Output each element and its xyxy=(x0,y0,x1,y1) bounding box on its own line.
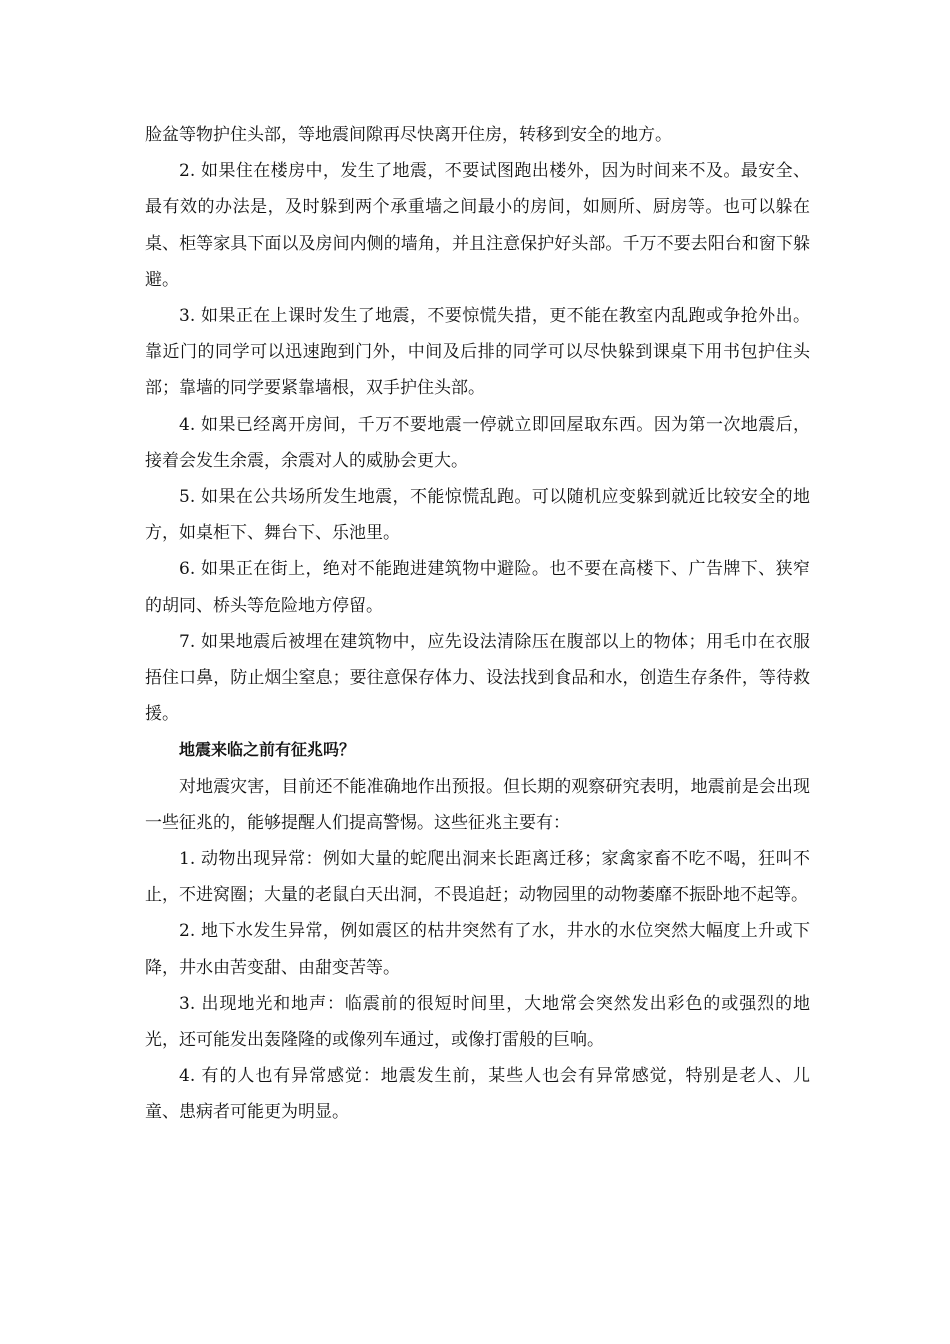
paragraph-item-2-apartment: 2. 如果住在楼房中，发生了地震，不要试图跑出楼外，因为时间来不及。最安全、最有效的办法是，及时躲到两个承重墙之间最小的房间，如厕所、厨房等。也可以躲在桌、柜等家具下面以及房间内侧的墙角，并且注意保护好头部。千万不要去阳台和窗下躲避。 xyxy=(145,161,810,290)
paragraph-continuation: 脸盆等物护住头部，等地震间隙再尽快离开住房，转移到安全的地方。 xyxy=(145,125,672,145)
paragraph-item-5-public-place: 5. 如果在公共场所发生地震，不能惊慌乱跑。可以随机应变躲到就近比较安全的地方，如桌柜下、舞台下、乐池里。 xyxy=(145,487,810,544)
document-body xyxy=(145,117,810,1131)
section-heading: 地震来临之前有征兆吗？ xyxy=(179,740,356,760)
paragraph-item-4-aftershock: 4. 如果已经离开房间，千万不要地震一停就立即回屋取东西。因为第一次地震后，接着会发生余震，余震对人的威胁会更大。 xyxy=(145,414,810,471)
paragraph-intro: 对地震灾害，目前还不能准确地作出预报。但长期的观察研究表明，地震前是会出现一些征兆的，能够提醒人们提高警惕。这些征兆主要有： xyxy=(145,776,810,833)
paragraph-sign-3-light-sound: 3. 出现地光和地声：临震前的很短时间里，大地常会突然发出彩色的或强烈的地光，还可能发出轰隆隆的或像列车通过，或像打雷般的巨响。 xyxy=(145,993,810,1051)
paragraph-item-6-street: 6. 如果正在街上，绝对不能跑进建筑物中避险。也不要在高楼下、广告牌下、狭窄的胡同、桥头等危险地方停留。 xyxy=(145,559,810,616)
paragraph-item-3-classroom: 3. 如果正在上课时发生了地震，不要惊慌失措，更不能在教室内乱跑或争抢外出。靠近门的同学可以迅速跑到门外，中间及后排的同学可以尽快躲到课桌下用书包护住头部；靠墙的同学要紧靠墙根，双手护住头部。 xyxy=(145,306,810,399)
paragraph-item-7-buried: 7. 如果地震后被埋在建筑物中，应先设法清除压在腹部以上的物体；用毛巾在衣服捂住口鼻，防止烟尘窒息；要往意保存体力、设法找到食品和水，创造生存条件，等待救援。 xyxy=(145,631,810,725)
paragraph-sign-1-animals: 1. 动物出现异常：例如大量的蛇爬出洞来长距离迁移；家禽家畜不吃不喝，狂叫不止，不进窝圈；大量的老鼠白天出洞，不畏追赶；动物园里的动物萎靡不振卧地不起等。 xyxy=(145,849,810,906)
paragraph-sign-4-feelings: 4. 有的人也有异常感觉：地震发生前，某些人也会有异常感觉，特别是老人、儿童、患病者可能更为明显。 xyxy=(145,1066,810,1123)
paragraph-sign-2-groundwater: 2. 地下水发生异常，例如震区的枯井突然有了水，井水的水位突然大幅度上升或下降，井水由苦变甜、由甜变苦等。 xyxy=(145,921,810,978)
